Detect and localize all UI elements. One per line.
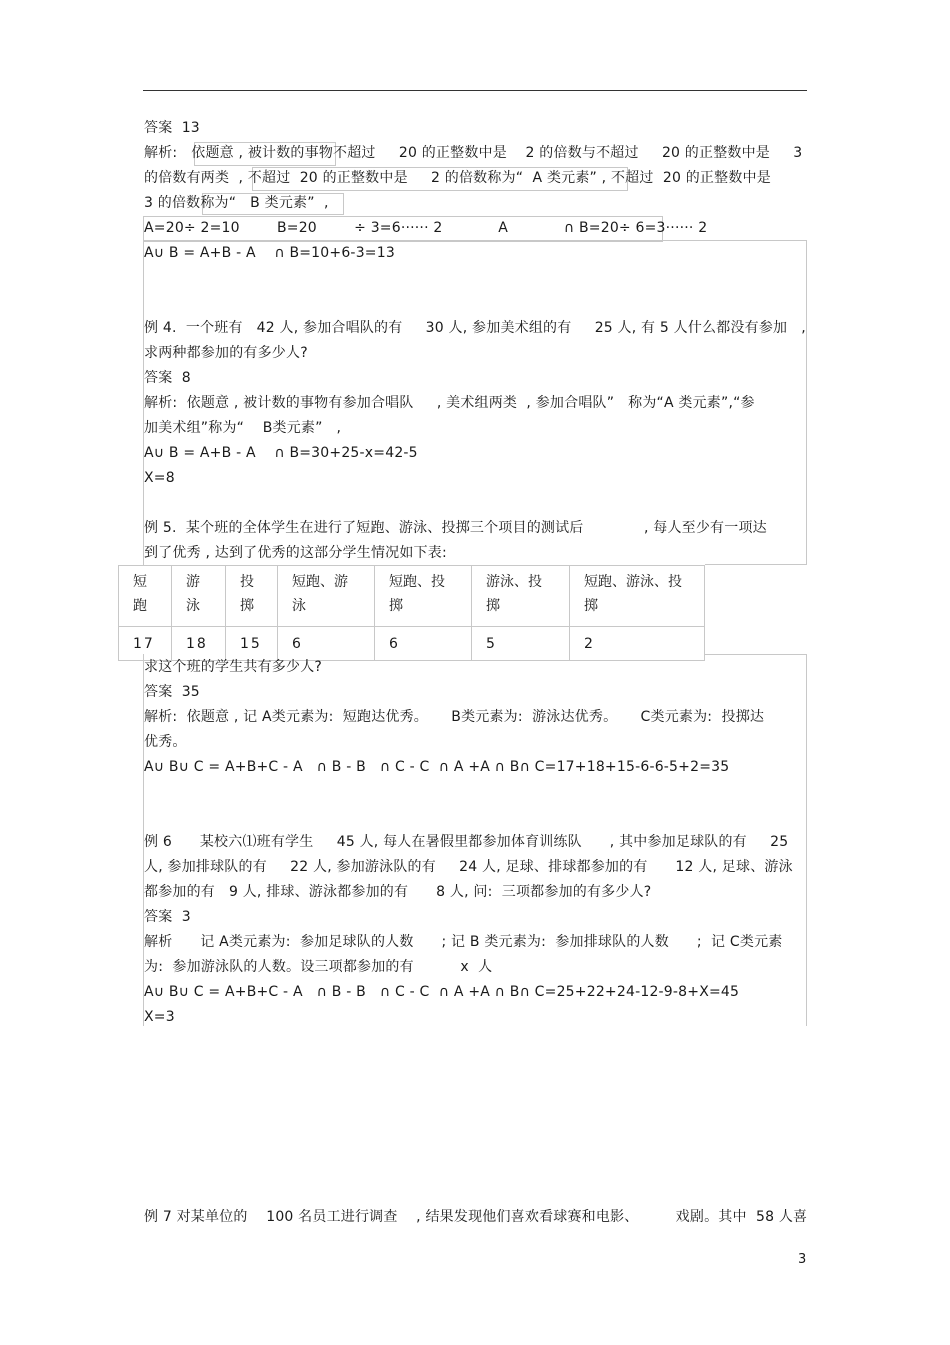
- table-header-cell: 游 泳: [172, 566, 226, 627]
- frame-line: [705, 654, 807, 655]
- results-table: [118, 565, 705, 661]
- frame-line: [806, 240, 807, 565]
- answer-line: 答案 3: [144, 909, 191, 925]
- table-header-cell: 投 掷: [226, 566, 278, 627]
- table-cell: 6: [278, 627, 375, 661]
- text-line: 3 的倍数称为“ B 类元素” ,: [144, 195, 329, 211]
- text-line: 都参加的有 9 人, 排球、游泳都参加的有 8 人, 问: 三项都参加的有多少人?: [144, 884, 652, 900]
- formula-line: A∪ B∪ C = A+B+C - A ∩ B - B ∩ C - C ∩ A +A ∩ B∩ C=25+22+24-12-9-8+X=45: [144, 984, 740, 1000]
- analysis-line: 解析: 依题意 , 被计数的事物不超过 20 的正整数中是 2 的倍数与不超过 20 的正整数中是 3: [144, 145, 803, 161]
- page-number: 3: [798, 1252, 807, 1267]
- table-header-cell: 短 跑: [119, 566, 172, 627]
- text-line: 加美术组”称为“ B类元素” ,: [144, 420, 342, 436]
- table-row: [119, 627, 705, 661]
- formula-line: A∪ B = A+B - A ∩ B=30+25-x=42-5: [144, 445, 418, 461]
- text-line: 到了优秀 , 达到了优秀的这部分学生情况如下表:: [144, 545, 447, 561]
- text-line: 为: 参加游泳队的人数。设三项都参加的有 x 人: [144, 959, 493, 975]
- formula-line: A∪ B∪ C = A+B+C - A ∩ B - B ∩ C - C ∩ A +A ∩ B∩ C=17+18+15-6-6-5+2=35: [144, 759, 730, 775]
- text-line: 求两种都参加的有多少人?: [144, 345, 308, 361]
- table-cell: 15: [226, 627, 278, 661]
- question-line: 求这个班的学生共有多少人?: [144, 659, 323, 675]
- example-7-line: 例 7 对某单位的 100 名员工进行调查 , 结果发现他们喜欢看球赛和电影、 戏剧。其中 58 人喜: [144, 1209, 808, 1225]
- analysis-line: 解析: 依题意 , 记 A类元素为: 短跑达优秀。 B类元素为: 游泳达优秀。 C类元素为: 投掷达: [144, 709, 765, 725]
- frame-line: [806, 654, 807, 1026]
- table-header-cell: 短跑、游泳、投 掷: [570, 566, 705, 627]
- answer-line: 答案 13: [144, 120, 200, 136]
- frame-line: [143, 240, 807, 241]
- table-header-cell: 短跑、投 掷: [375, 566, 472, 627]
- table-cell: 17: [119, 627, 172, 661]
- analysis-line: 解析 记 A类元素为: 参加足球队的人数 ; 记 B 类元素为: 参加排球队的人数 ; 记 C类元素: [144, 934, 783, 950]
- formula-line: A=20÷ 2=10 B=20 ÷ 3=6······ 2 A ∩ B=20÷ 6=3······ 2: [144, 220, 708, 236]
- text-line: 优秀。: [144, 734, 187, 750]
- answer-line: 答案 35: [144, 684, 200, 700]
- text-line: 的倍数有两类 , 不超过 20 的正整数中是 2 的倍数称为“ A 类元素” , 不超过 20 的正整数中是: [144, 170, 771, 186]
- formula-line: A∪ B = A+B - A ∩ B=10+6-3=13: [144, 245, 395, 261]
- example-4-line: 例 4. 一个班有 42 人, 参加合唱队的有 30 人, 参加美术组的有 25 人, 有 5 人什么都没有参加 ,: [144, 320, 806, 336]
- answer-line: 答案 8: [144, 370, 191, 386]
- table-cell: 18: [172, 627, 226, 661]
- header-rule: [143, 90, 807, 91]
- table-cell: 5: [472, 627, 570, 661]
- example-6-line: 例 6 某校六⑴班有学生 45 人, 每人在暑假里都参加体育训练队 , 其中参加足球队的有 25: [144, 834, 789, 850]
- table-header-row: [119, 566, 705, 627]
- formula-line: X=3: [144, 1009, 175, 1025]
- table-header-cell: 游泳、投 掷: [472, 566, 570, 627]
- table-cell: 6: [375, 627, 472, 661]
- analysis-line: 解析: 依题意 , 被计数的事物有参加合唱队 , 美术组两类 , 参加合唱队” 称为“A 类元素”,“参: [144, 395, 755, 411]
- formula-line: X=8: [144, 470, 175, 486]
- frame-line: [705, 564, 807, 565]
- table-header-cell: 短跑、游 泳: [278, 566, 375, 627]
- example-5-line: 例 5. 某个班的全体学生在进行了短跑、游泳、投掷三个项目的测试后 , 每人至少有一项达: [144, 520, 767, 536]
- text-line: 人, 参加排球队的有 22 人, 参加游泳队的有 24 人, 足球、排球都参加的有 12 人, 足球、游泳: [144, 859, 793, 875]
- table-cell: 2: [570, 627, 705, 661]
